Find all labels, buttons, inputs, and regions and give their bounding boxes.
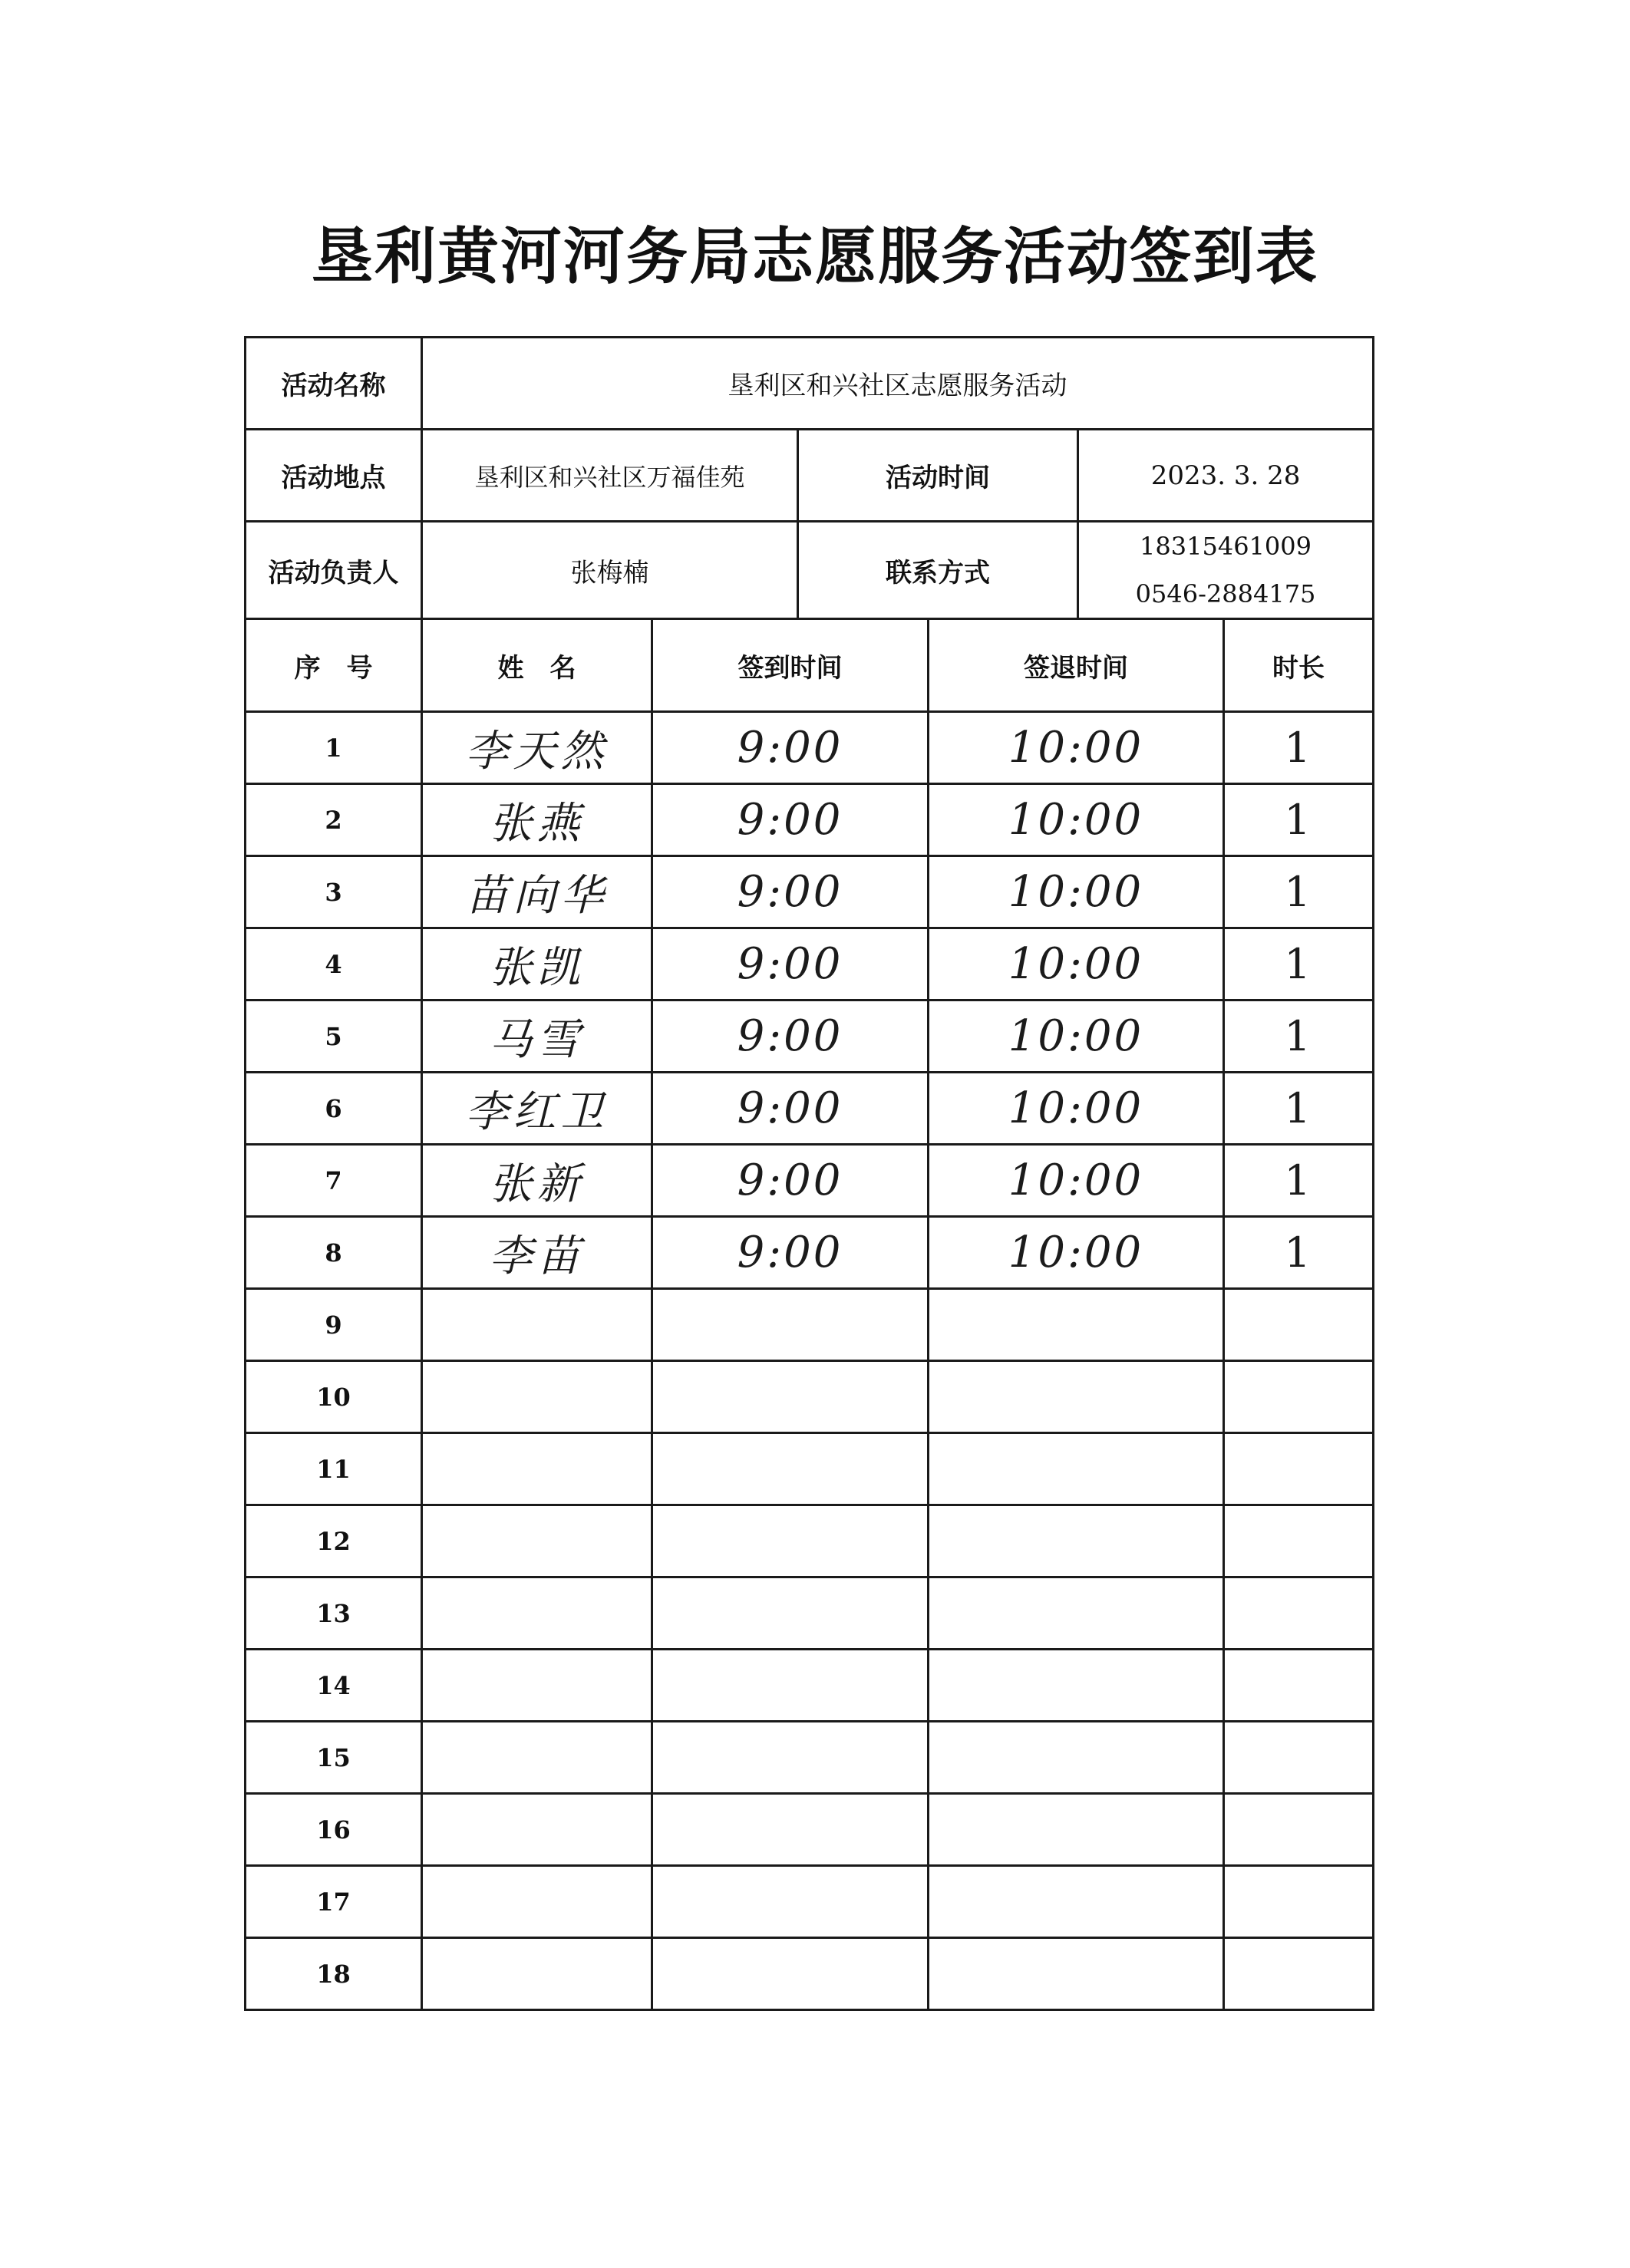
column-header-row	[246, 619, 1374, 712]
row-name-signature	[422, 1938, 652, 2010]
row-seq: 1	[246, 712, 422, 784]
activity-leader-value: 张梅楠	[422, 522, 798, 619]
row-seq: 4	[246, 928, 422, 1000]
row-seq: 8	[246, 1217, 422, 1289]
row-name-signature: 李苗	[422, 1217, 652, 1289]
table-row	[246, 928, 1374, 1000]
row-seq: 15	[246, 1722, 422, 1794]
row-checkout-time	[929, 1505, 1224, 1577]
row-duration: 1	[1224, 1073, 1374, 1145]
row-name-signature	[422, 1505, 652, 1577]
row-name-signature: 李天然	[422, 712, 652, 784]
row-duration	[1224, 1433, 1374, 1505]
row-duration: 1	[1224, 784, 1374, 856]
row-seq: 5	[246, 1000, 422, 1073]
row-seq: 2	[246, 784, 422, 856]
row-checkin-time	[652, 1433, 929, 1505]
row-duration	[1224, 1577, 1374, 1650]
row-checkout-time: 10:00	[929, 1000, 1224, 1073]
page-title: 垦利黄河河务局志愿服务活动签到表	[312, 221, 1318, 292]
row-checkin-time: 9:00	[652, 712, 929, 784]
activity-name-row	[246, 338, 1374, 430]
row-seq: 3	[246, 856, 422, 928]
row-name-signature	[422, 1433, 652, 1505]
table-row	[246, 1217, 1374, 1289]
table-row	[246, 1145, 1374, 1217]
row-seq: 16	[246, 1794, 422, 1866]
row-duration: 1	[1224, 1145, 1374, 1217]
row-seq: 17	[246, 1866, 422, 1938]
row-checkin-time: 9:00	[652, 1217, 929, 1289]
row-checkout-time: 10:00	[929, 856, 1224, 928]
col-checkout-header: 签退时间	[929, 619, 1224, 712]
row-checkin-time	[652, 1866, 929, 1938]
table-row	[246, 1938, 1374, 2010]
row-name-signature: 张凯	[422, 928, 652, 1000]
row-checkin-time	[652, 1938, 929, 2010]
table-row	[246, 1650, 1374, 1722]
row-checkin-time	[652, 1650, 929, 1722]
row-checkout-time	[929, 1289, 1224, 1361]
row-checkin-time: 9:00	[652, 928, 929, 1000]
row-checkin-time	[652, 1505, 929, 1577]
row-duration	[1224, 1938, 1374, 2010]
row-duration	[1224, 1722, 1374, 1794]
row-checkin-time: 9:00	[652, 1145, 929, 1217]
row-checkin-time	[652, 1361, 929, 1433]
row-name-signature: 张新	[422, 1145, 652, 1217]
table-row	[246, 1289, 1374, 1361]
table-row	[246, 1577, 1374, 1650]
row-seq: 13	[246, 1577, 422, 1650]
row-checkout-time	[929, 1577, 1224, 1650]
row-checkout-time: 10:00	[929, 712, 1224, 784]
row-duration: 1	[1224, 856, 1374, 928]
table-row	[246, 712, 1374, 784]
activity-place-row	[246, 430, 1374, 522]
row-seq: 11	[246, 1433, 422, 1505]
row-name-signature	[422, 1361, 652, 1433]
col-checkin-header: 签到时间	[652, 619, 929, 712]
contact-mobile: 18315461009	[1140, 532, 1312, 561]
table-row	[246, 1073, 1374, 1145]
row-checkin-time: 9:00	[652, 1000, 929, 1073]
row-duration: 1	[1224, 1000, 1374, 1073]
row-name-signature	[422, 1794, 652, 1866]
row-duration	[1224, 1794, 1374, 1866]
row-checkout-time	[929, 1938, 1224, 2010]
row-name-signature: 苗向华	[422, 856, 652, 928]
row-checkout-time: 10:00	[929, 1217, 1224, 1289]
row-name-signature: 张燕	[422, 784, 652, 856]
activity-time-value: 2023. 3. 28	[1078, 430, 1374, 522]
row-name-signature: 马雪	[422, 1000, 652, 1073]
row-checkin-time	[652, 1577, 929, 1650]
row-checkout-time: 10:00	[929, 1073, 1224, 1145]
contact-label: 联系方式	[798, 522, 1078, 619]
row-duration	[1224, 1289, 1374, 1361]
row-duration	[1224, 1866, 1374, 1938]
row-seq: 9	[246, 1289, 422, 1361]
contact-phone: 0546-2884175	[1135, 579, 1316, 608]
row-checkout-time: 10:00	[929, 1145, 1224, 1217]
table-row	[246, 1866, 1374, 1938]
row-checkout-time	[929, 1794, 1224, 1866]
activity-leader-label: 活动负责人	[246, 522, 422, 619]
row-duration	[1224, 1505, 1374, 1577]
table-row	[246, 784, 1374, 856]
table-row	[246, 1722, 1374, 1794]
row-seq: 12	[246, 1505, 422, 1577]
activity-time-label: 活动时间	[798, 430, 1078, 522]
activity-place-value: 垦利区和兴社区万福佳苑	[422, 430, 798, 522]
activity-leader-row	[246, 522, 1374, 619]
row-seq: 18	[246, 1938, 422, 2010]
table-row	[246, 1505, 1374, 1577]
row-checkin-time: 9:00	[652, 856, 929, 928]
col-duration-header: 时长	[1224, 619, 1374, 712]
table-row	[246, 856, 1374, 928]
sign-in-table	[244, 336, 1374, 2011]
row-checkout-time	[929, 1866, 1224, 1938]
row-seq: 7	[246, 1145, 422, 1217]
row-checkin-time	[652, 1722, 929, 1794]
row-duration	[1224, 1650, 1374, 1722]
table-row	[246, 1361, 1374, 1433]
row-duration: 1	[1224, 928, 1374, 1000]
row-checkout-time: 10:00	[929, 928, 1224, 1000]
table-row	[246, 1000, 1374, 1073]
row-name-signature	[422, 1289, 652, 1361]
row-duration: 1	[1224, 1217, 1374, 1289]
row-name-signature	[422, 1650, 652, 1722]
row-checkout-time	[929, 1433, 1224, 1505]
row-name-signature	[422, 1866, 652, 1938]
table-row	[246, 1794, 1374, 1866]
row-seq: 10	[246, 1361, 422, 1433]
row-name-signature	[422, 1577, 652, 1650]
activity-place-label: 活动地点	[246, 430, 422, 522]
col-seq-header: 序 号	[246, 619, 422, 712]
activity-name-label: 活动名称	[246, 338, 422, 430]
row-checkout-time	[929, 1361, 1224, 1433]
row-seq: 6	[246, 1073, 422, 1145]
contact-value	[1078, 522, 1374, 619]
activity-name-value: 垦利区和兴社区志愿服务活动	[422, 338, 1374, 430]
row-checkout-time: 10:00	[929, 784, 1224, 856]
row-name-signature	[422, 1722, 652, 1794]
col-name-header: 姓 名	[422, 619, 652, 712]
row-checkin-time	[652, 1794, 929, 1866]
row-name-signature: 李红卫	[422, 1073, 652, 1145]
row-checkout-time	[929, 1722, 1224, 1794]
row-checkin-time: 9:00	[652, 784, 929, 856]
row-checkin-time	[652, 1289, 929, 1361]
row-duration	[1224, 1361, 1374, 1433]
row-seq: 14	[246, 1650, 422, 1722]
table-row	[246, 1433, 1374, 1505]
row-checkout-time	[929, 1650, 1224, 1722]
row-checkin-time: 9:00	[652, 1073, 929, 1145]
row-duration: 1	[1224, 712, 1374, 784]
